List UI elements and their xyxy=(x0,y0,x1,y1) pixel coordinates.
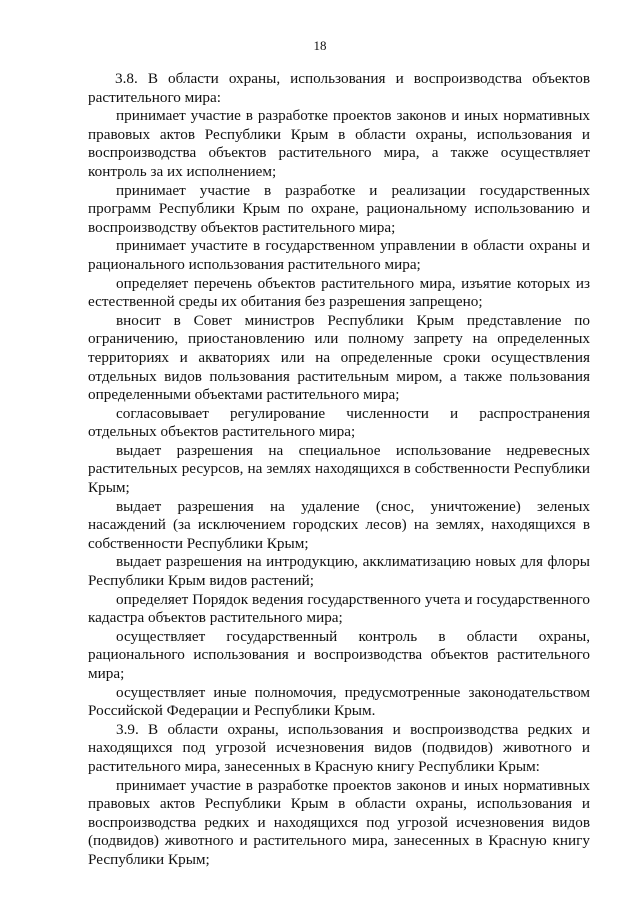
list-item: выдает разрешения на удаление (снос, уничтожение) зеленых насаждений (за исключением городских лесов) на землях, находящихся в собственности Республики Крым; xyxy=(88,497,590,552)
document-body xyxy=(88,70,590,870)
list-item: вносит в Совет министров Республики Крым представление по ограничению, приостановлению или полному запрету на определенных территориях и акваториях или на определенные сроки осуществления отдельных видов пользования растительным миром, а также пользования определенными объектами растительного мира; xyxy=(88,311,590,404)
section-heading-3-9: 3.9. В области охраны, использования и воспроизводства редких и находящихся под угрозой исчезновения видов (подвидов) животного и растительного мира, занесенных в Красную книгу Республики Крым: xyxy=(88,720,590,775)
list-item: определяет Порядок ведения государственного учета и государственного кадастра объектов растительного мира; xyxy=(88,590,590,627)
list-item: осуществляет государственный контроль в области охраны, рационального использования и воспроизводства объектов растительного мира; xyxy=(88,627,590,682)
list-item: принимает участие в разработке проектов законов и иных нормативных правовых актов Республики Крым в области охраны, использования и воспроизводства объектов растительного мира, а также осуществляет контроль за их исполнением; xyxy=(88,107,590,180)
list-item: выдает разрешения на специальное использование недревесных растительных ресурсов, на землях находящихся в собственности Республики Крым; xyxy=(88,441,590,497)
list-item: согласовывает регулирование численности и распространения отдельных объектов растительного мира; xyxy=(88,404,590,441)
section-heading-3-8: 3.8. В области охраны, использования и воспроизводства объектов растительного мира: xyxy=(88,70,590,106)
list-item: осуществляет иные полномочия, предусмотренные законодательством Российской Федерации и Республики Крым. xyxy=(88,683,590,720)
list-item: принимает участите в государственном управлении в области охраны и рационального использования растительного мира; xyxy=(88,237,590,273)
list-item: принимает участие в разработке и реализации государственных программ Республики Крым по охране, рациональному использованию и воспроизводству объектов растительного мира; xyxy=(88,181,590,236)
page-number: 18 xyxy=(313,38,327,53)
list-item: принимает участие в разработке проектов законов и иных нормативных правовых актов Республики Крым в области охраны, использования и воспроизводства редких и находящихся под угрозой исчезновения видов (подвидов) животного и растительного мира, занесенных в Красную книгу Республики Крым; xyxy=(88,776,590,868)
list-item: выдает разрешения на интродукцию, акклиматизацию новых для флоры Республики Крым видов растений; xyxy=(88,553,590,590)
list-item: определяет перечень объектов растительного мира, изъятие которых из естественной среды их обитания без разрешения запрещено; xyxy=(88,274,590,311)
